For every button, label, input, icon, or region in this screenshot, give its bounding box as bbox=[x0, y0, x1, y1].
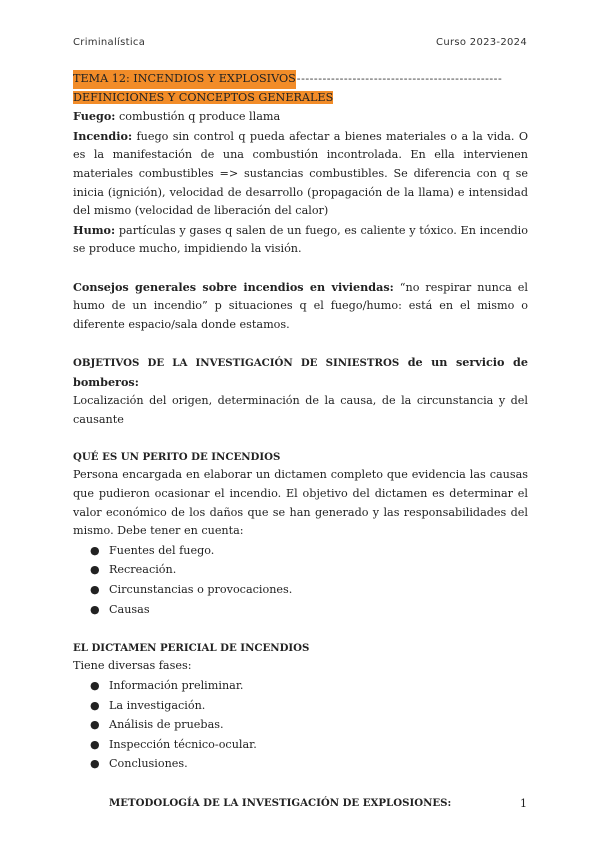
fuego-text: combustión q produce llama bbox=[115, 110, 281, 124]
incendio-text: fuego sin control q pueda afectar a bienes materiales o a la vida. O es la manifestación de una combustión incontrolada. En ella intervienen materiales combustibles => sustancias combustibles. Se diferencia con q se inicia (ignición), velocidad de desarrollo (propagación de la llama) e intensidad del mismo (velocidad de liberación del calor) bbox=[73, 129, 528, 218]
consejos-paragraph bbox=[73, 278, 528, 335]
dictamen-heading: EL DICTAMEN PERICIAL DE INCENDIOS bbox=[73, 641, 310, 654]
objetivos-text: Localización del origen, determinación de la causa, de la circunstancia y del causante bbox=[73, 394, 528, 426]
fuego-term: Fuego: bbox=[73, 109, 116, 124]
definition-incendio bbox=[73, 127, 528, 221]
objetivos-heading-caps: OBJETIVOS DE LA INVESTIGACIÓN DE SINIESTROS bbox=[73, 356, 400, 369]
header-course-year: Curso 2023-2024 bbox=[436, 37, 527, 48]
list-item: ● Análisis de pruebas. bbox=[73, 716, 528, 735]
list-item: ● Fuentes del fuego. bbox=[73, 542, 528, 561]
perito-text: Persona encargada en elaborar un dictamen completo que evidencia las causas que pudieron ocasionar el incendio. El objetivo del dictamen es determinar el valor económico de los daños que se han generado y las responsabilidades del mismo. Debe tener en cuenta: bbox=[73, 468, 528, 538]
document-body bbox=[73, 70, 528, 812]
consejos-term: Consejos generales sobre incendios en viviendas: bbox=[73, 279, 394, 294]
metodologia-heading: METODOLOGÍA DE LA INVESTIGACIÓN DE EXPLOSIONES: bbox=[109, 796, 452, 809]
incendio-term: Incendio: bbox=[73, 128, 133, 143]
consejos-text: “no respirar nunca el humo de un incendio” p situaciones q el fuego/humo: está en el mismo o diferente espacio/sala donde estamos. bbox=[73, 280, 528, 331]
humo-text: partículas y gases q salen de un fuego, es caliente y tóxico. En incendio se produce mucho, impidiendo la visión. bbox=[73, 223, 528, 256]
definition-fuego bbox=[73, 107, 528, 127]
page-number: 1 bbox=[520, 797, 527, 810]
list-item: ● Recreación. bbox=[73, 561, 528, 580]
topic-title: TEMA 12: INCENDIOS Y EXPLOSIVOS bbox=[73, 70, 296, 89]
bullet-icon: ● bbox=[90, 543, 100, 557]
perito-heading: QUÉ ES UN PERITO DE INCENDIOS bbox=[73, 450, 281, 463]
dictamen-intro: Tiene diversas fases: bbox=[73, 659, 192, 673]
bullet-icon: ● bbox=[90, 679, 100, 692]
list-item: ● La investigación. bbox=[73, 697, 528, 716]
list-item: ● Inspección técnico-ocular. bbox=[73, 736, 528, 755]
bullet-icon: ● bbox=[90, 583, 100, 597]
objetivos-heading bbox=[73, 353, 528, 392]
topic-title-line bbox=[73, 70, 528, 89]
list-item: ● Información preliminar. bbox=[73, 677, 528, 696]
bullet-icon: ● bbox=[90, 698, 100, 712]
list-item: ● Conclusiones. bbox=[73, 755, 528, 774]
perito-list bbox=[73, 542, 528, 619]
bullet-icon: ● bbox=[90, 602, 100, 616]
dictamen-list bbox=[73, 677, 528, 774]
bullet-icon: ● bbox=[90, 737, 100, 751]
section-title: DEFINICIONES Y CONCEPTOS GENERALES bbox=[73, 90, 334, 104]
bullet-icon: ● bbox=[90, 757, 100, 771]
section-title-line bbox=[73, 89, 528, 108]
title-dashes: ------------------------------------------------ bbox=[296, 72, 503, 85]
definition-humo bbox=[73, 221, 528, 259]
bullet-icon: ● bbox=[90, 718, 100, 732]
list-item: ● Circunstancias o provocaciones. bbox=[73, 581, 528, 600]
objetivos-heading-rest: de un servicio de bomberos: bbox=[73, 354, 528, 389]
bullet-icon: ● bbox=[90, 563, 100, 577]
humo-term: Humo: bbox=[73, 222, 116, 237]
list-item: ● Causas bbox=[73, 601, 528, 620]
header-course-name: Criminalística bbox=[73, 37, 146, 48]
